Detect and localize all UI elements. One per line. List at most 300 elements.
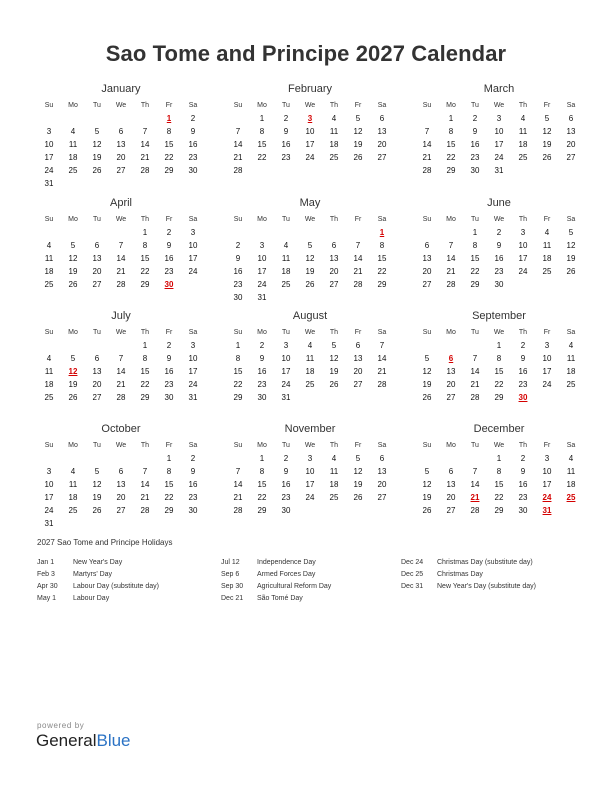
empty-day	[559, 164, 583, 177]
day: 2	[259, 341, 265, 350]
day: 29	[164, 166, 174, 175]
day: 12	[422, 480, 432, 489]
day: 27	[377, 153, 387, 162]
holiday-item	[37, 593, 227, 605]
day: 8	[142, 354, 148, 363]
empty-day	[415, 339, 439, 352]
empty-day	[250, 226, 274, 239]
holiday-day: 1	[379, 228, 385, 237]
day: 27	[422, 280, 432, 289]
day: 2	[283, 114, 289, 123]
week-row	[415, 239, 583, 252]
day: 14	[140, 140, 150, 149]
day: 7	[142, 127, 148, 136]
day: 26	[305, 280, 315, 289]
week-row	[37, 164, 205, 177]
empty-day	[559, 391, 583, 404]
week-row	[226, 365, 394, 378]
day: 28	[422, 166, 432, 175]
week-row	[226, 125, 394, 138]
holiday-day: 1	[166, 114, 172, 123]
week-row	[226, 291, 394, 304]
empty-day	[226, 452, 250, 465]
day: 16	[164, 254, 174, 263]
day: 20	[116, 493, 126, 502]
holiday-name: New Year's Day (substitute day)	[437, 583, 536, 590]
holiday-name: New Year's Day	[73, 559, 123, 566]
empty-day	[61, 177, 85, 190]
holiday-name: Christmas Day (substitute day)	[437, 559, 533, 566]
day: 18	[305, 367, 315, 376]
empty-day	[85, 452, 109, 465]
holiday-column	[401, 557, 591, 593]
day: 23	[188, 153, 198, 162]
empty-day	[346, 391, 370, 404]
holiday-item	[221, 593, 411, 605]
week-row	[415, 112, 583, 125]
weekday-label: Su	[422, 102, 432, 109]
weekday-label: Sa	[377, 442, 387, 449]
week-row	[415, 151, 583, 164]
week-row	[226, 339, 394, 352]
day: 25	[44, 280, 54, 289]
day: 3	[307, 454, 313, 463]
day: 9	[166, 354, 172, 363]
day: 23	[470, 153, 480, 162]
empty-day	[463, 452, 487, 465]
day: 3	[259, 241, 265, 250]
weekday-label: Th	[329, 216, 339, 223]
day: 4	[70, 467, 76, 476]
weekday-label: Sa	[377, 102, 387, 109]
day: 15	[233, 367, 243, 376]
day: 24	[188, 267, 198, 276]
week-row	[415, 278, 583, 291]
day: 18	[329, 480, 339, 489]
empty-day	[274, 291, 298, 304]
weekday-label: Tu	[282, 442, 290, 449]
day: 29	[446, 166, 456, 175]
day: 26	[68, 393, 78, 402]
day: 21	[116, 267, 126, 276]
empty-day	[535, 164, 559, 177]
day: 12	[422, 367, 432, 376]
day: 26	[353, 153, 363, 162]
weekday-label: Fr	[165, 442, 173, 449]
weekday-label: Fr	[354, 216, 362, 223]
day: 13	[353, 354, 363, 363]
empty-day	[61, 112, 85, 125]
day: 25	[44, 393, 54, 402]
holiday-day: 30	[518, 393, 528, 402]
week-row	[226, 164, 394, 177]
week-row	[415, 339, 583, 352]
day: 10	[305, 127, 315, 136]
day: 18	[68, 493, 78, 502]
day: 19	[68, 380, 78, 389]
empty-day	[559, 504, 583, 517]
day: 9	[190, 467, 196, 476]
day: 16	[470, 140, 480, 149]
day: 19	[305, 267, 315, 276]
day: 4	[568, 341, 574, 350]
day: 28	[353, 280, 363, 289]
month-name: September	[472, 310, 526, 322]
day: 25	[305, 380, 315, 389]
day: 12	[542, 127, 552, 136]
empty-day	[109, 339, 133, 352]
day: 6	[379, 114, 385, 123]
day: 31	[188, 393, 198, 402]
weekday-header	[415, 326, 583, 339]
empty-day	[250, 164, 274, 177]
day: 27	[329, 280, 339, 289]
day: 22	[233, 380, 243, 389]
weekday-label: Fr	[354, 102, 362, 109]
holiday-date: Apr 30	[37, 583, 58, 590]
week-row	[37, 278, 205, 291]
month-march	[415, 82, 583, 177]
day: 10	[188, 241, 198, 250]
day: 25	[566, 380, 576, 389]
weekday-label: Mo	[68, 329, 78, 336]
day: 27	[377, 493, 387, 502]
generalblue-logo[interactable]	[36, 731, 131, 751]
day: 15	[257, 140, 267, 149]
day: 12	[329, 354, 339, 363]
week-row	[226, 239, 394, 252]
empty-day	[181, 177, 205, 190]
day: 15	[140, 367, 150, 376]
day: 17	[44, 153, 54, 162]
day: 2	[190, 114, 196, 123]
day: 21	[446, 267, 456, 276]
weekday-label: Th	[140, 442, 150, 449]
empty-day	[37, 226, 61, 239]
day: 7	[424, 127, 430, 136]
empty-day	[439, 452, 463, 465]
day: 26	[68, 280, 78, 289]
weekday-label: Su	[233, 102, 243, 109]
day: 28	[140, 166, 150, 175]
day: 18	[44, 267, 54, 276]
day: 5	[544, 114, 550, 123]
day: 23	[188, 493, 198, 502]
day: 19	[329, 367, 339, 376]
day: 18	[329, 140, 339, 149]
day: 19	[353, 480, 363, 489]
day: 18	[542, 254, 552, 263]
day: 10	[281, 354, 291, 363]
holiday-day: 24	[542, 493, 552, 502]
day: 1	[142, 228, 148, 237]
day: 24	[44, 506, 54, 515]
empty-day	[322, 164, 346, 177]
day: 14	[377, 354, 387, 363]
month-november	[226, 422, 394, 517]
weekday-label: Su	[44, 216, 54, 223]
empty-day	[511, 164, 535, 177]
day: 16	[188, 480, 198, 489]
day: 15	[140, 254, 150, 263]
week-row	[226, 138, 394, 151]
day: 3	[283, 341, 289, 350]
day: 20	[446, 493, 456, 502]
day: 2	[283, 454, 289, 463]
day: 29	[164, 506, 174, 515]
day: 10	[542, 467, 552, 476]
day: 3	[46, 467, 52, 476]
weekday-label: Mo	[446, 102, 456, 109]
holiday-date: Sep 6	[221, 571, 240, 578]
day: 10	[494, 127, 504, 136]
empty-day	[535, 391, 559, 404]
holiday-name: Armed Forces Day	[257, 571, 316, 578]
week-row	[415, 491, 583, 504]
week-row	[37, 504, 205, 517]
day: 11	[44, 254, 54, 263]
day: 29	[470, 280, 480, 289]
day: 14	[233, 480, 243, 489]
day: 28	[116, 280, 126, 289]
day: 20	[353, 367, 363, 376]
holiday-date: Jul 12	[221, 559, 240, 566]
holiday-item	[221, 557, 411, 569]
day: 2	[520, 341, 526, 350]
holiday-column	[37, 557, 227, 605]
day: 2	[520, 454, 526, 463]
week-row	[415, 365, 583, 378]
day: 29	[377, 280, 387, 289]
day: 26	[92, 166, 102, 175]
day: 23	[281, 153, 291, 162]
day: 20	[116, 153, 126, 162]
weekday-label: Sa	[566, 216, 576, 223]
day: 30	[233, 293, 243, 302]
weekday-header	[226, 439, 394, 452]
day: 28	[470, 506, 480, 515]
weekday-label: We	[304, 102, 316, 109]
day: 31	[494, 166, 504, 175]
weekday-label: Su	[422, 329, 432, 336]
day: 9	[520, 467, 526, 476]
weekday-label: Tu	[93, 102, 101, 109]
day: 23	[518, 493, 528, 502]
empty-day	[439, 226, 463, 239]
empty-day	[226, 226, 250, 239]
week-row	[37, 265, 205, 278]
empty-day	[346, 226, 370, 239]
week-row	[226, 491, 394, 504]
day: 13	[92, 367, 102, 376]
day: 7	[379, 341, 385, 350]
week-row	[415, 164, 583, 177]
empty-day	[157, 177, 181, 190]
day: 9	[472, 127, 478, 136]
day: 4	[520, 114, 526, 123]
week-row	[226, 452, 394, 465]
weekday-label: Sa	[188, 329, 198, 336]
week-row	[226, 378, 394, 391]
day: 3	[520, 228, 526, 237]
weekday-label: Sa	[566, 102, 576, 109]
day: 31	[44, 179, 54, 188]
weekday-label: We	[304, 329, 316, 336]
day: 17	[44, 493, 54, 502]
day: 22	[446, 153, 456, 162]
day: 3	[544, 341, 550, 350]
day: 17	[305, 480, 315, 489]
holiday-name: Martyrs' Day	[73, 571, 113, 578]
day: 17	[257, 267, 267, 276]
day: 28	[470, 393, 480, 402]
day: 8	[142, 241, 148, 250]
weekday-header	[37, 213, 205, 226]
month-december	[415, 422, 583, 517]
day: 16	[188, 140, 198, 149]
day: 13	[116, 140, 126, 149]
day: 31	[281, 393, 291, 402]
day: 14	[470, 367, 480, 376]
weekday-label: Su	[44, 442, 54, 449]
holiday-date: Jan 1	[37, 559, 55, 566]
day: 27	[446, 506, 456, 515]
month-september	[415, 309, 583, 404]
empty-day	[322, 391, 346, 404]
day: 11	[305, 354, 315, 363]
weekday-label: Th	[518, 329, 528, 336]
day: 6	[568, 114, 574, 123]
empty-day	[298, 164, 322, 177]
day: 15	[377, 254, 387, 263]
day: 30	[164, 393, 174, 402]
empty-day	[37, 339, 61, 352]
day: 26	[92, 506, 102, 515]
day: 18	[566, 367, 576, 376]
day: 29	[233, 393, 243, 402]
empty-day	[274, 226, 298, 239]
day: 9	[235, 254, 241, 263]
day: 10	[44, 480, 54, 489]
weekday-label: Tu	[471, 442, 479, 449]
day: 9	[283, 127, 289, 136]
weekday-header	[415, 439, 583, 452]
weekday-label: Tu	[471, 216, 479, 223]
weekday-label: We	[304, 442, 316, 449]
holiday-item	[37, 569, 227, 581]
weekday-label: Mo	[68, 216, 78, 223]
day: 15	[470, 254, 480, 263]
month-august	[226, 309, 394, 404]
day: 11	[44, 367, 54, 376]
month-june	[415, 196, 583, 291]
weekday-header	[415, 213, 583, 226]
week-row	[226, 465, 394, 478]
day: 18	[566, 480, 576, 489]
month-name: April	[109, 197, 132, 209]
day: 22	[494, 380, 504, 389]
day: 13	[446, 367, 456, 376]
day: 26	[542, 153, 552, 162]
day: 27	[116, 166, 126, 175]
day: 28	[446, 280, 456, 289]
weekday-label: Tu	[471, 102, 479, 109]
month-name: January	[101, 83, 141, 95]
day: 7	[472, 354, 478, 363]
day: 9	[283, 467, 289, 476]
weekday-label: Su	[233, 216, 243, 223]
week-row	[226, 391, 394, 404]
day: 5	[568, 228, 574, 237]
day: 2	[190, 454, 196, 463]
day: 23	[518, 380, 528, 389]
day: 21	[377, 367, 387, 376]
weekday-label: Mo	[257, 442, 267, 449]
weekday-header	[37, 439, 205, 452]
empty-day	[85, 517, 109, 530]
day: 1	[142, 341, 148, 350]
week-row	[226, 151, 394, 164]
day: 3	[190, 341, 196, 350]
week-row	[415, 265, 583, 278]
week-row	[37, 138, 205, 151]
weekday-label: Fr	[165, 329, 173, 336]
day: 20	[377, 480, 387, 489]
day: 22	[377, 267, 387, 276]
day: 8	[496, 467, 502, 476]
weekday-label: Fr	[543, 442, 551, 449]
holidays-title: 2027 Sao Tome and Principe Holidays	[37, 538, 173, 547]
day: 17	[188, 254, 198, 263]
day: 31	[44, 519, 54, 528]
week-row	[226, 252, 394, 265]
weekday-label: Su	[422, 442, 432, 449]
weekday-label: Th	[518, 102, 528, 109]
day: 7	[142, 467, 148, 476]
week-row	[37, 491, 205, 504]
holiday-name: Labour Day (substitute day)	[73, 583, 159, 590]
day: 5	[70, 354, 76, 363]
day: 31	[257, 293, 267, 302]
day: 13	[446, 480, 456, 489]
day: 1	[496, 341, 502, 350]
day: 30	[470, 166, 480, 175]
empty-day	[61, 452, 85, 465]
weekday-label: Su	[422, 216, 432, 223]
weekday-label: We	[493, 216, 505, 223]
day: 24	[257, 280, 267, 289]
day: 4	[70, 127, 76, 136]
holiday-date: Dec 31	[401, 583, 424, 590]
day: 24	[494, 153, 504, 162]
weekday-label: We	[115, 216, 127, 223]
day: 26	[353, 493, 363, 502]
week-row	[226, 352, 394, 365]
day: 3	[190, 228, 196, 237]
day: 13	[377, 127, 387, 136]
day: 10	[305, 467, 315, 476]
day: 15	[494, 367, 504, 376]
day: 25	[329, 153, 339, 162]
day: 8	[166, 127, 172, 136]
day: 14	[353, 254, 363, 263]
holiday-item	[401, 569, 591, 581]
day: 18	[518, 140, 528, 149]
weekday-header	[37, 99, 205, 112]
day: 7	[118, 354, 124, 363]
empty-day	[370, 391, 394, 404]
month-name: October	[101, 423, 141, 435]
